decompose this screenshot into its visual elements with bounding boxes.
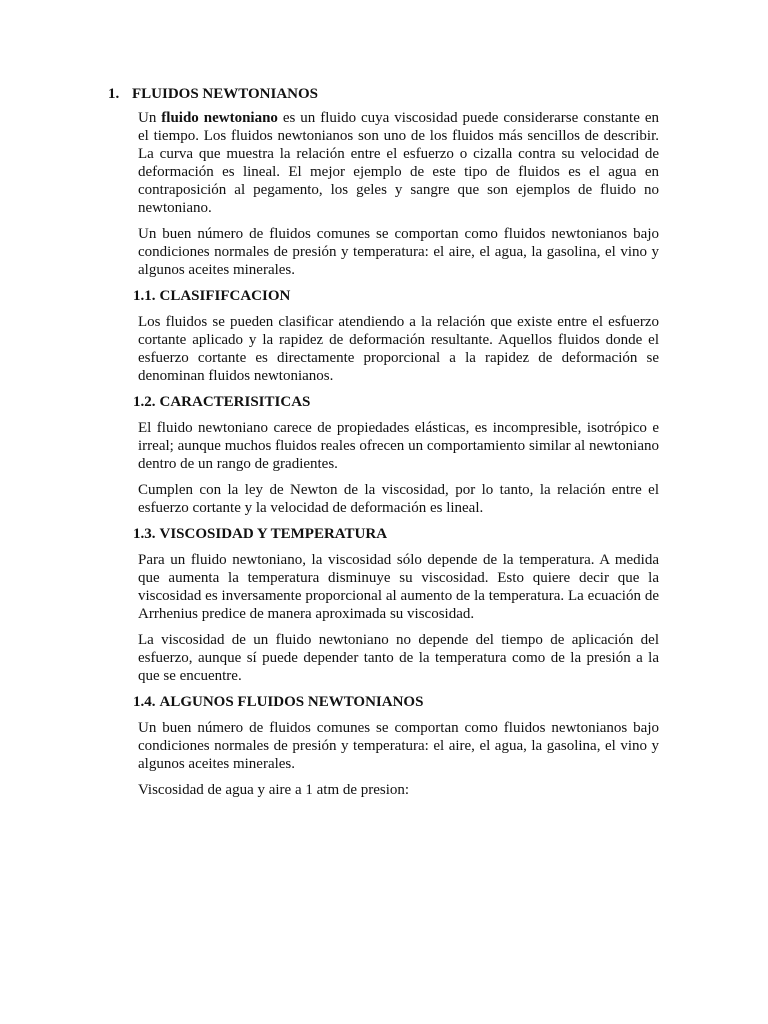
section-title: CLASIFIFCACION — [159, 288, 291, 304]
section-title: ALGUNOS FLUIDOS NEWTONIANOS — [159, 694, 424, 710]
section-title: CARACTERISITICAS — [159, 394, 311, 410]
section-number: 1.4. — [133, 694, 156, 710]
intro-paragraph-2: Un buen número de fluidos comunes se comportan como fluidos newtonianos bajo condiciones normales de presión y temperatura: el aire, el agua, la gasolina, el vino y algunos aceites minerales. — [138, 226, 659, 278]
section-heading-algunos-fluidos — [133, 693, 659, 711]
section-heading-viscosidad-temperatura — [133, 525, 659, 543]
section-heading-clasificacion — [133, 287, 659, 305]
section-number: 1.1. — [133, 288, 156, 304]
intro-paragraph-1-text: es un fluido cuya viscosidad puede considerarse constante en el tiempo. Los fluidos newtonianos son uno de los fluidos más sencillos de describir. La curva que muestra la relación entre el esfuerzo o cizalla contra su velocidad de deformación es lineal. El mejor ejemplo de este tipo de fluidos es el agua en contraposición al pegamento, los geles y sangre que son ejemplos de fluido no newtoniano. — [138, 110, 659, 216]
section-paragraph: Un buen número de fluidos comunes se comportan como fluidos newtonianos bajo condiciones normales de presión y temperatura: el aire, el agua, la gasolina, el vino y algunos aceites minerales. — [138, 720, 659, 772]
intro-paragraph-1-bold-term: fluido newtoniano — [161, 110, 278, 126]
main-heading — [108, 84, 318, 104]
intro-paragraph-1 — [138, 109, 659, 217]
section-paragraph: Los fluidos se pueden clasificar atendiendo a la relación que existe entre el esfuerzo cortante aplicado y la rapidez de deformación resultante. Aquellos fluidos donde el esfuerzo cortante es directamente proporcional a la rapidez de deformación se denominan fluidos newtonianos. — [138, 314, 659, 384]
section-number: 1.2. — [133, 394, 156, 410]
section-paragraph: Viscosidad de agua y aire a 1 atm de presion: — [138, 782, 410, 798]
section-paragraph: Para un fluido newtoniano, la viscosidad sólo depende de la temperatura. A medida que aumenta la temperatura disminuye su viscosidad. Esto quiere decir que la viscosidad es inversamente proporcional al aumento de la temperatura. La ecuación de Arrhenius predice de manera aproximada su viscosidad. — [138, 552, 659, 622]
document-content — [133, 109, 659, 807]
section-heading-caracteristicas — [133, 393, 659, 411]
section-paragraph: Cumplen con la ley de Newton de la viscosidad, por lo tanto, la relación entre el esfuerzo cortante y la velocidad de deformación es lineal. — [138, 482, 659, 516]
main-heading-number: 1. — [108, 86, 120, 102]
section-title: VISCOSIDAD Y TEMPERATURA — [159, 526, 388, 542]
main-heading-title: FLUIDOS NEWTONIANOS — [132, 86, 319, 102]
section-number: 1.3. — [133, 526, 156, 542]
section-paragraph: La viscosidad de un fluido newtoniano no depende del tiempo de aplicación del esfuerzo, aunque sí puede depender tanto de la temperatura como de la presión a la que se encuentre. — [138, 632, 659, 684]
section-paragraph: El fluido newtoniano carece de propiedades elásticas, es incompresible, isotrópico e irreal; aunque muchos fluidos reales ofrecen un comportamiento similar al newtoniano dentro de un rango de gradientes. — [138, 420, 659, 472]
intro-paragraph-1-prefix: Un — [138, 110, 162, 126]
